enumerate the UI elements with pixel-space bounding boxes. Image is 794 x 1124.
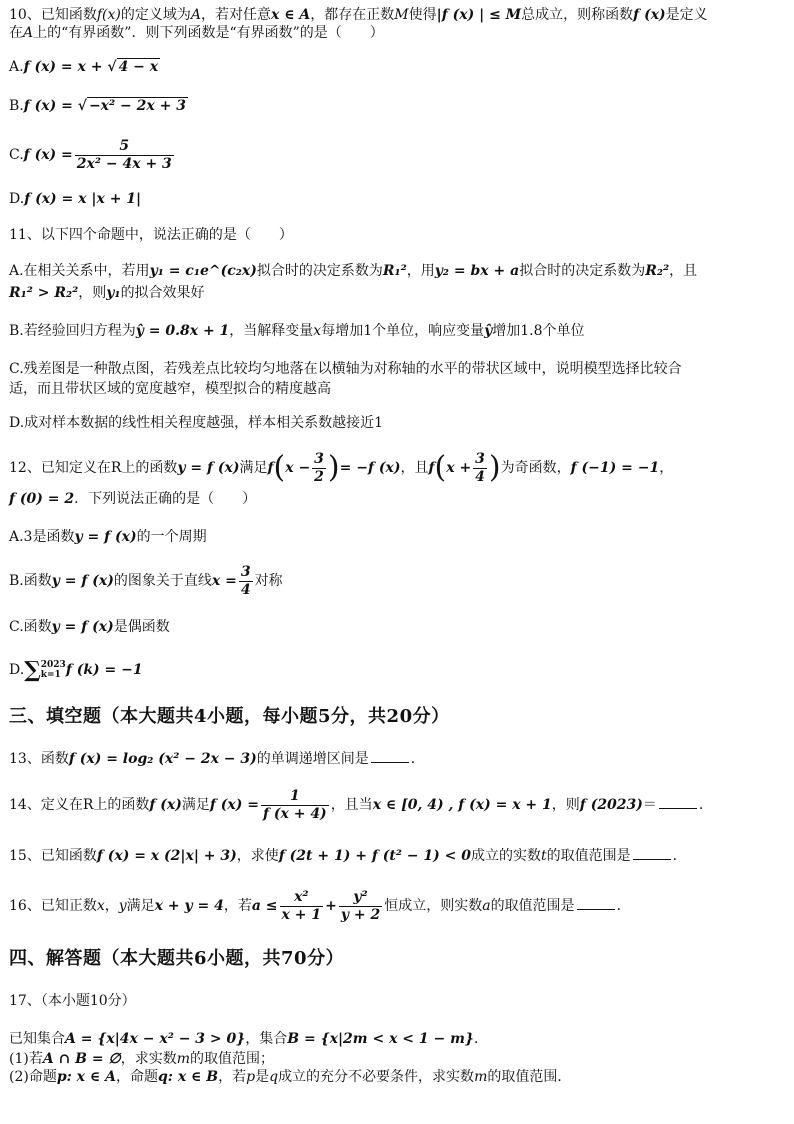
text: ，则 [78, 285, 107, 301]
text: 是偶函数 [113, 619, 170, 635]
numerator: 3 [475, 450, 485, 467]
math: q: x ∈ B [158, 1069, 219, 1085]
text: ． [698, 797, 713, 813]
math: f (x) = [209, 797, 259, 813]
q17-line3 [9, 1068, 784, 1086]
option-label: B. [9, 98, 24, 114]
sum-limits [41, 660, 66, 680]
text: ，则 [551, 797, 580, 813]
sum-lower: k=1 [40, 670, 61, 680]
q12-option-a [9, 526, 784, 548]
math: q [269, 1069, 279, 1085]
math: x − [285, 460, 311, 476]
q10-option-d [9, 188, 784, 210]
text: 16、已知正数 [9, 898, 97, 914]
text: 上的“有界函数”．则下列函数是“有界函数”的是（ ） [33, 25, 384, 41]
math: y₂ = bx + a [434, 263, 520, 279]
math-radicand: 4 − x [118, 59, 159, 75]
math: R₁² [382, 263, 407, 279]
numerator: 3 [240, 563, 251, 580]
q10-option-a: A.f (x) = x + √ 4 − x [9, 59, 159, 75]
text: 使得 [408, 7, 437, 23]
text: A.3是函数 [9, 529, 75, 545]
math: f [267, 460, 274, 476]
text: 14、定义在R上的函数 [9, 797, 150, 813]
math: y = f (x) [51, 573, 114, 589]
sigma-symbol: ∑ [24, 657, 41, 683]
text: (2)命题 [9, 1069, 57, 1085]
text: 的取值范围； [189, 1051, 274, 1067]
math: ŷ [484, 323, 493, 339]
math: f (x) [633, 7, 666, 23]
text: ． [616, 898, 631, 914]
math: y₁ [106, 285, 121, 301]
q13 [9, 748, 784, 770]
math: x [96, 898, 105, 914]
answer-blank[interactable] [577, 895, 615, 910]
math: A [23, 25, 34, 41]
section-3-heading: 三、填空题（本大题共4小题，每小题5分，共20分） [9, 706, 450, 727]
q11-option-c-line1 [9, 358, 784, 380]
text: 的一个周期 [136, 529, 207, 545]
text: ，且当 [330, 797, 373, 813]
q10-stem-line2 [9, 22, 784, 44]
q11-option-b [9, 320, 784, 342]
fraction [473, 451, 487, 486]
math: y = f (x) [51, 619, 114, 635]
math: x ∈ A [270, 7, 311, 23]
math: m [474, 1069, 488, 1085]
math: A = {x|4x − x² − 3 > 0} [65, 1031, 246, 1047]
text: 恒成立，则实数 [384, 898, 483, 914]
q11-option-c-line2 [9, 378, 784, 400]
math: a ≤ [251, 898, 278, 914]
sum-upper: 2023 [40, 660, 66, 670]
math: f (2t + 1) + f (t² − 1) < 0 [278, 848, 471, 864]
math: f (−1) = −1 [570, 460, 660, 476]
q12-option-b [9, 561, 784, 601]
section-4-heading: 四、解答题（本大题共6小题，共70分） [9, 948, 345, 969]
answer-blank[interactable] [371, 748, 409, 763]
answer-blank[interactable] [633, 845, 671, 860]
fraction [312, 451, 326, 486]
math: a [482, 898, 491, 914]
math: y [118, 898, 127, 914]
q12-option-d [9, 652, 784, 688]
text: ， [659, 460, 674, 476]
math: y₁ = c₁e^(c₂x) [149, 263, 257, 279]
denominator: y + 2 [340, 906, 381, 923]
text: 的单调递增区间是 [256, 751, 369, 767]
q14 [9, 785, 784, 825]
text: 13、函数 [9, 751, 69, 767]
text: B.若经验回归方程为 [9, 323, 136, 339]
q10-option-b: B.f (x) = √ −x² − 2x + 3 [9, 98, 186, 114]
text: 是定义 [665, 7, 708, 23]
text: C.残差图是一种散点图，若残差点比较均匀地落在以横轴为对称轴的水平的带状区域中，说明模型选择比较合 [9, 361, 682, 377]
text: 12、已知定义在R上的函数 [9, 460, 178, 476]
text: ，若 [223, 898, 252, 914]
numerator: 1 [261, 788, 329, 806]
math: f (k) = −1 [65, 662, 143, 678]
text: 已知集合 [9, 1031, 65, 1047]
text: 为奇函数， [500, 460, 571, 476]
math: f (x) = [23, 147, 73, 163]
text: C.函数 [9, 619, 52, 635]
math: + [325, 898, 337, 914]
math: f(x) [96, 7, 121, 23]
text: (1)若 [9, 1051, 43, 1067]
math: A ∩ B = ∅ [42, 1051, 121, 1067]
text: ， [104, 898, 119, 914]
denominator: 4 [240, 581, 251, 598]
text: ，命题 [116, 1069, 158, 1085]
numerator: y² [339, 889, 382, 907]
math: f (x) = log₂ (x² − 2x − 3) [68, 751, 257, 767]
math: B = {x|2m < x < 1 − m} [287, 1031, 474, 1047]
fraction [261, 788, 329, 823]
q11-option-a-line1 [9, 260, 784, 282]
text: ＝ [642, 797, 657, 813]
math: p: x ∈ A [56, 1069, 116, 1085]
text: 拟合时的决定系数为 [519, 263, 646, 279]
numerator: x² [280, 889, 324, 907]
numerator: 3 [314, 450, 324, 467]
text: 10、已知函数 [9, 7, 97, 23]
q12-stem-line2 [9, 488, 784, 510]
text: 是 [255, 1069, 270, 1085]
text: 17、（本小题10分） [9, 993, 136, 1009]
q17-line1 [9, 1028, 784, 1050]
q11-stem [9, 224, 784, 246]
math: f [428, 460, 435, 476]
denominator: 2x² − 4x + 3 [76, 155, 172, 172]
math: p [246, 1069, 256, 1085]
math: x + [446, 460, 472, 476]
q15 [9, 845, 784, 867]
text: ，且 [669, 263, 698, 279]
math: |f (x) | ≤ M [436, 7, 522, 23]
math: f (x) = x + [23, 59, 108, 75]
q11-option-d [9, 412, 784, 434]
text: 的取值范围是 [546, 848, 631, 864]
denominator: 2 [314, 468, 324, 485]
text: 总成立，则称函数 [521, 7, 634, 23]
math: x [313, 323, 322, 339]
text: ，求使 [236, 848, 279, 864]
text: ，若 [218, 1069, 247, 1085]
math: f (x) = x (2|x| + 3) [96, 848, 237, 864]
math: f (2023) [579, 797, 643, 813]
q17-line2 [9, 1050, 784, 1068]
text: D.成对样本数据的线性相关程度越强，样本相关系数越接近1 [9, 415, 384, 431]
text: 对称 [254, 573, 283, 589]
option-label: A. [9, 59, 24, 75]
answer-blank[interactable] [659, 794, 697, 809]
text: ． [473, 1031, 488, 1047]
math: ŷ = 0.8x + 1 [135, 323, 230, 339]
math: = −f (x) [339, 460, 401, 476]
math: M [394, 7, 409, 23]
text: 成立的充分不必要条件，求实数 [278, 1069, 475, 1085]
q11-option-a-line2 [9, 282, 784, 304]
text: 增加1.8个单位 [492, 323, 585, 339]
math: A [190, 7, 201, 23]
text: ，都存在正数 [310, 7, 395, 23]
math: y = f (x) [177, 460, 240, 476]
text: 拟合时的决定系数为 [256, 263, 383, 279]
math: y = f (x) [74, 529, 137, 545]
text: ．下列说法正确的是（ ） [74, 491, 257, 507]
math: x ∈ [0, 4) , f (x) = x + 1 [372, 797, 552, 813]
math: f (0) = 2 [9, 491, 75, 507]
text: 成立的实数 [471, 848, 541, 864]
text: 11、以下四个命题中，说法正确的是（ ） [9, 227, 293, 243]
q16 [9, 886, 784, 926]
text: ，集合 [245, 1031, 288, 1047]
text: ． [672, 848, 687, 864]
math: x = [211, 573, 237, 589]
math: f (x) [149, 797, 182, 813]
math: f (x) = x |x + 1| [24, 191, 142, 207]
q10-option-c [9, 135, 784, 175]
text: ，用 [406, 263, 435, 279]
text: 的取值范围． [487, 1069, 572, 1085]
text: ，当解释变量 [229, 323, 314, 339]
text: B.函数 [9, 573, 52, 589]
text: 在 [9, 25, 23, 41]
text: 满足 [239, 460, 268, 476]
option-label: D. [9, 191, 25, 207]
math: m [176, 1051, 190, 1067]
q12-option-c [9, 616, 784, 638]
text: ，若对任意 [200, 7, 271, 23]
fraction [239, 564, 253, 599]
denominator: f (x + 4) [262, 805, 327, 822]
math: R₂² [645, 263, 670, 279]
text: 的图象关于直线 [113, 573, 212, 589]
math: t [541, 848, 547, 864]
q17-head [9, 990, 784, 1012]
numerator: 5 [75, 138, 174, 156]
text: 的取值范围是 [490, 898, 575, 914]
text: 的拟合效果好 [120, 285, 205, 301]
fraction [339, 889, 382, 924]
fraction [280, 889, 324, 924]
text: D. [9, 662, 25, 678]
math: x + y = 4 [154, 898, 224, 914]
text: ． [410, 751, 425, 767]
text: 适，而且带状区域的宽度越窄，模型拟合的精度越高 [9, 381, 331, 397]
text: 的定义域为 [120, 7, 191, 23]
math: f (x) = [23, 98, 78, 114]
denominator: 4 [475, 468, 485, 485]
text: ，且 [400, 460, 429, 476]
text: 满足 [126, 898, 155, 914]
denominator: x + 1 [281, 906, 322, 923]
option-label: C. [9, 147, 24, 163]
fraction [75, 138, 174, 173]
text: 满足 [181, 797, 210, 813]
math: R₁² > R₂² [9, 285, 79, 301]
text: A.在相关关系中，若用 [9, 263, 150, 279]
q12-stem-line1: 12、已知定义在R上的函数y = f (x)满足f(x − $\frac{3}{2}$ )= −f (x)，且f(x + $\frac{3}{4}$ )为奇函数，f (−1) = −1， [9, 450, 674, 485]
text: 15、已知函数 [9, 848, 97, 864]
text: 每增加1个单位，响应变量 [321, 323, 485, 339]
math-radicand: −x² − 2x + 3 [88, 98, 186, 114]
text: ，求实数 [120, 1051, 177, 1067]
